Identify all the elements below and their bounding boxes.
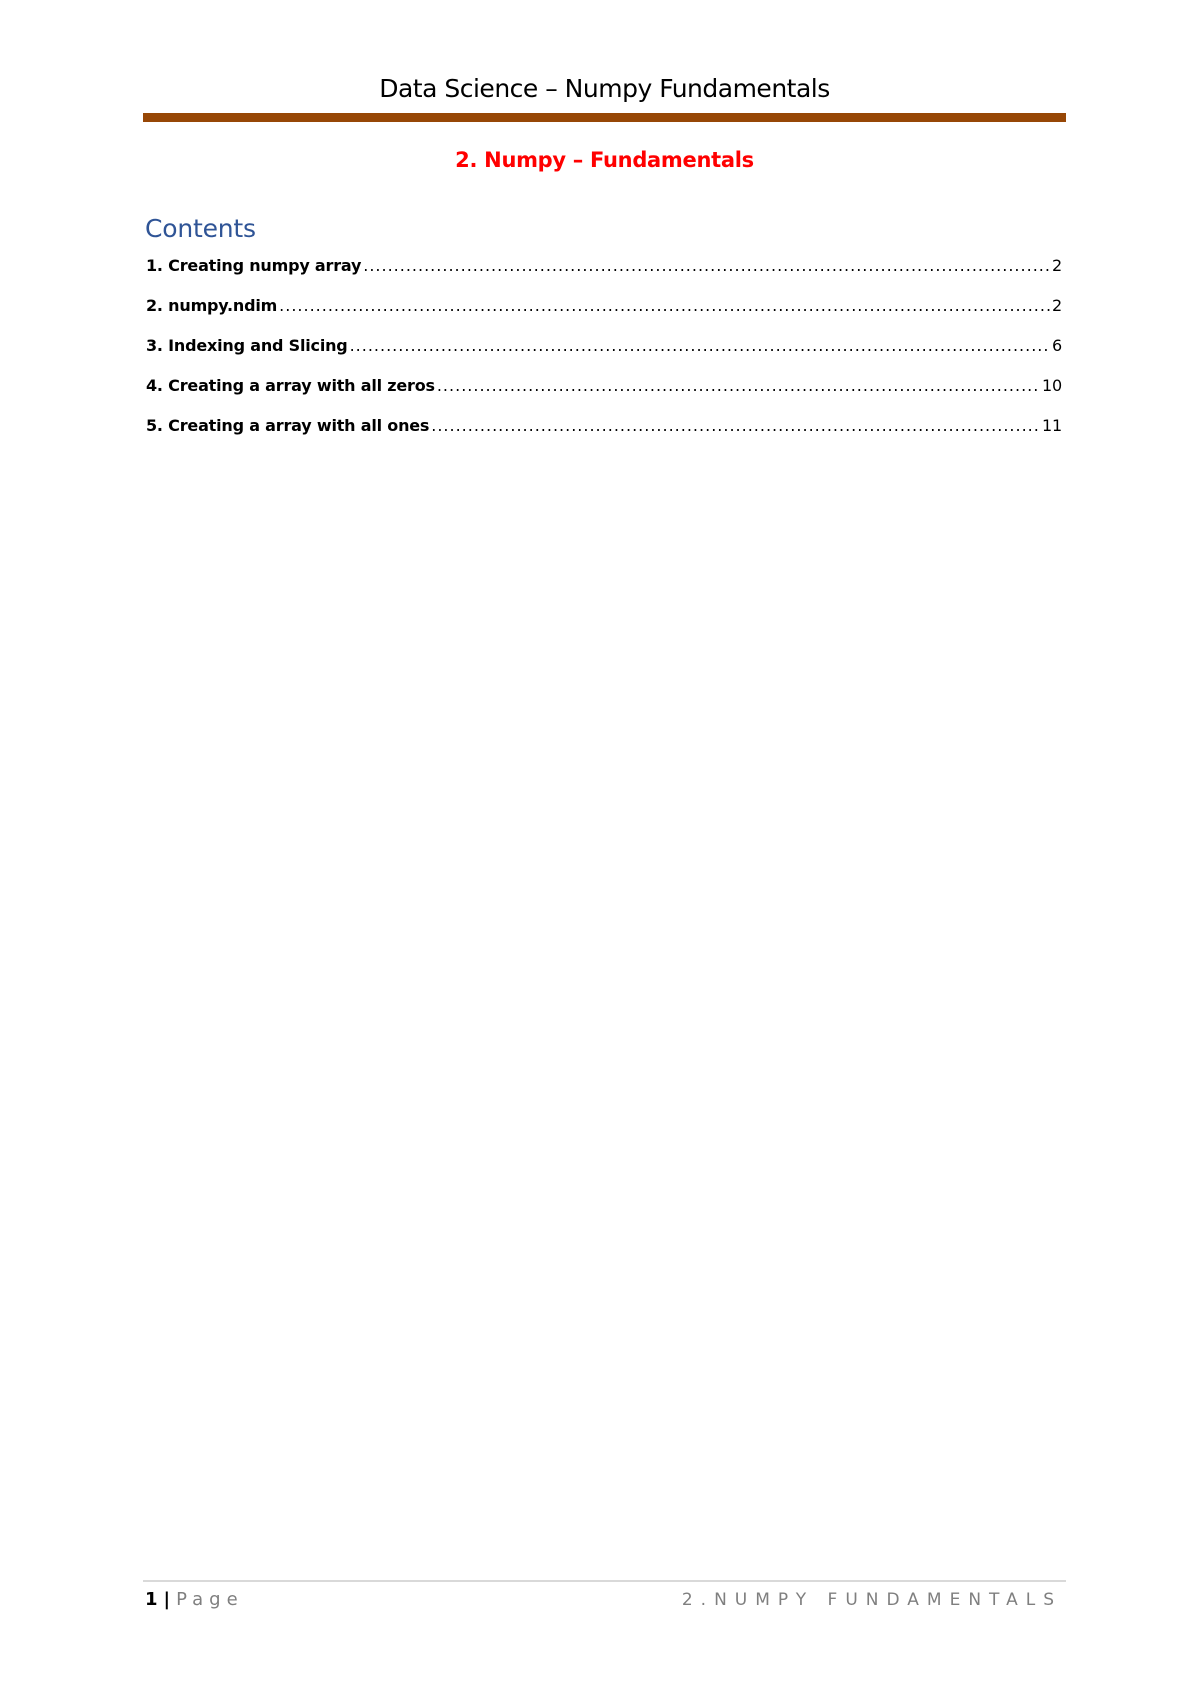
page-header-title: Data Science – Numpy Fundamentals	[379, 74, 830, 103]
header-rule	[143, 113, 1066, 122]
toc-dot-leader	[437, 376, 1040, 395]
footer-document-name: 2.NUMPY FUNDAMENTALS	[681, 1590, 1062, 1610]
toc-entry-text: 2. numpy.ndim	[146, 296, 278, 315]
toc-entry-page: 2	[1052, 256, 1062, 275]
footer-separator: |	[163, 1589, 171, 1610]
table-of-contents	[146, 256, 1062, 456]
toc-dot-leader	[363, 256, 1050, 275]
toc-dot-leader	[350, 336, 1050, 355]
toc-entry-array-all-ones[interactable]	[146, 416, 1062, 456]
toc-entry-array-all-zeros[interactable]	[146, 376, 1062, 416]
footer-rule	[143, 1580, 1066, 1582]
footer-page-number: 1	[145, 1589, 158, 1610]
toc-entry-page: 2	[1052, 296, 1062, 315]
toc-entry-creating-numpy-array[interactable]	[146, 256, 1062, 296]
toc-entry-text: 4. Creating a array with all zeros	[146, 376, 435, 395]
toc-entry-numpy-ndim[interactable]	[146, 296, 1062, 336]
toc-heading: Contents	[145, 214, 256, 243]
footer-page-label	[145, 1589, 244, 1610]
document-title: 2. Numpy – Fundamentals	[455, 148, 754, 172]
toc-entry-text: 1. Creating numpy array	[146, 256, 362, 275]
toc-entry-page: 11	[1042, 416, 1062, 435]
toc-entry-text: 3. Indexing and Slicing	[146, 336, 348, 355]
toc-entry-text: 5. Creating a array with all ones	[146, 416, 430, 435]
toc-dot-leader	[431, 416, 1040, 435]
toc-entry-page: 6	[1052, 336, 1062, 355]
toc-dot-leader	[279, 296, 1050, 315]
footer-page-word: Page	[176, 1589, 244, 1610]
toc-entry-page: 10	[1042, 376, 1062, 395]
toc-entry-indexing-and-slicing[interactable]	[146, 336, 1062, 376]
